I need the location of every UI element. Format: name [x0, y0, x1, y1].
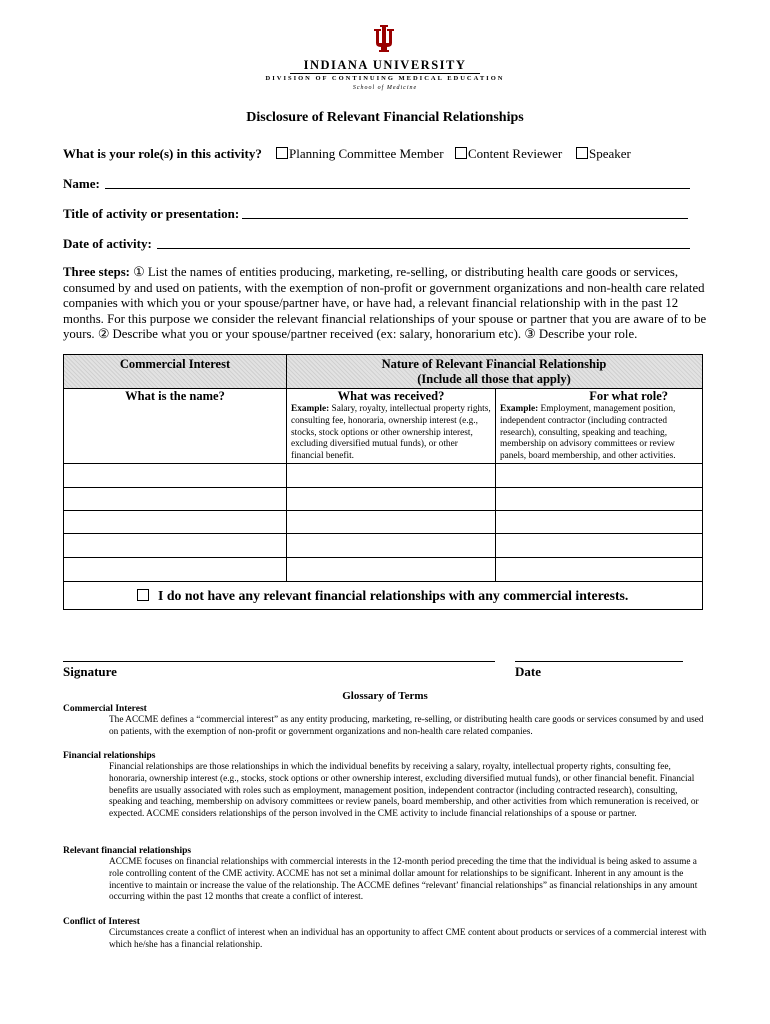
- role-example: Example: Employment, management position, independent contractor (including contracted research), consulting, speaking and teaching, membership on advisory committees or review panels, board membership, and other activities.: [500, 404, 676, 462]
- planning-checkbox[interactable]: [276, 147, 288, 159]
- received-subheader-cell: [287, 389, 495, 463]
- table-row[interactable]: [64, 534, 702, 556]
- glossary-term: Financial relationships: [63, 751, 156, 761]
- iu-trident-logo: [371, 24, 397, 54]
- date-of-activity-field[interactable]: [157, 248, 690, 249]
- no-relationships-label: I do not have any relevant financial relationships with any commercial interests.: [158, 588, 629, 603]
- role-subheader-cell: [496, 389, 702, 463]
- glossary-term: Commercial Interest: [63, 704, 147, 714]
- title-field[interactable]: [242, 218, 688, 219]
- table-row[interactable]: [64, 558, 702, 581]
- date-field[interactable]: [515, 661, 683, 662]
- name-field[interactable]: [105, 188, 690, 189]
- header-divider: [290, 73, 480, 74]
- received-subheader: What was received?: [337, 389, 445, 403]
- form-title: Disclosure of Relevant Financial Relationships: [246, 110, 524, 125]
- glossary-definition: Circumstances create a conflict of interest when an individual has an opportunity to affect CME content about products or services of a commercial interest with which he/she has a financial relationship.: [109, 928, 707, 950]
- nature-header-note: (Include all those that apply): [417, 372, 571, 386]
- signature-label: Signature: [63, 664, 117, 679]
- glossary-definition: Financial relationships are those relationships in which the individual benefits by receiving a salary, royalty, intellectual property rights, consulting fee, honoraria, ownership interest (e.g., stocks, stock options or other ownership interest, excluding diversified mutual funds), or other financial benefit. Financial benefits are usually associated with roles such as employment, management position, independent contractor (including contracted research), consulting, speaking and teaching, membership on advisory committees or review panels, board membership, and other activities from which remuneration is received, or expected. ACCME considers relationships of the person involved in the CME activity to include financial relationships of a spouse or partner.: [109, 762, 699, 820]
- table-row[interactable]: [64, 488, 702, 510]
- commercial-interest-header-cell: [64, 355, 286, 388]
- signature-field[interactable]: [63, 661, 495, 662]
- no-relationships-checkbox[interactable]: [137, 589, 149, 601]
- role-option-speaker[interactable]: Speaker: [576, 146, 631, 162]
- name-subheader: What is the name?: [125, 389, 225, 403]
- date-of-activity-label: Date of activity:: [63, 236, 152, 251]
- table-row[interactable]: [64, 511, 702, 533]
- nature-header-cell: [286, 355, 702, 388]
- commercial-interest-header: Commercial Interest: [119, 357, 231, 371]
- reviewer-checkbox[interactable]: [455, 147, 467, 159]
- glossary-term: Conflict of Interest: [63, 917, 140, 927]
- glossary-definition: ACCME focuses on financial relationships with commercial interests in the 12-month period preceding the time that the individual is being asked to assume a role controlling content of the CME activity. ACCME has not set a minimal dollar amount for relationships to be significant. Inherent in any amount is the incentive to maintain or increase the value of the relationship. The ACCME defines “relevant’ financial relationships” as financial relationships in any amount occurring within the past 12 months that create a conflict of interest.: [109, 857, 698, 903]
- role-option-reviewer[interactable]: Content Reviewer: [455, 146, 562, 162]
- disclosure-table: [63, 354, 703, 610]
- glossary-title: Glossary of Terms: [342, 690, 428, 702]
- name-label: Name:: [63, 176, 100, 191]
- nature-header: Nature of Relevant Financial Relationship: [381, 357, 607, 371]
- role-option-planning[interactable]: Planning Committee Member: [276, 146, 444, 162]
- date-label: Date: [515, 664, 541, 679]
- table-row[interactable]: [64, 464, 702, 487]
- received-example: Example: Salary, royalty, intellectual property rights, consulting fee, honoraria, ownership interest (e.g., stocks, stock options or other ownership interest, excluding diversified mutual funds), or other financial benefit.: [291, 404, 491, 462]
- university-name: INDIANA UNIVERSITY: [303, 58, 467, 72]
- instructions: Three steps: ① List the names of entities producing, marketing, re-selling, or distributing health care goods or services, consumed by and used on patients, with the exemption of non-profit or government organizations and non-health care related companies with which you or your spouse/partner have, or have had, a relevant financial relationship with in the past 12 months. For this purpose we consider the relevant financial relationships of your spouse or partner that you are aware of to be yours. ② Describe what you or your spouse/partner received (ex: salary, honorarium etc). ③ Describe your role.: [63, 265, 707, 342]
- role-question: What is your role(s) in this activity?: [63, 146, 262, 161]
- speaker-checkbox[interactable]: [576, 147, 588, 159]
- role-subheader: For what role?: [589, 389, 668, 403]
- no-relationships-row[interactable]: [64, 582, 702, 609]
- title-label: Title of activity or presentation:: [63, 206, 240, 221]
- glossary-definition: The ACCME defines a “commercial interest” as any entity producing, marketing, re-selling, or distributing health care goods or services consumed by and used on patients, with the exemption of non-profit or government organizations and non-health care related companies.: [109, 715, 704, 737]
- division-name: DIVISION OF CONTINUING MEDICAL EDUCATION: [265, 75, 505, 82]
- school-name: School of Medicine: [352, 85, 418, 91]
- glossary-term: Relevant financial relationships: [63, 846, 192, 856]
- name-subheader-cell: [64, 389, 286, 463]
